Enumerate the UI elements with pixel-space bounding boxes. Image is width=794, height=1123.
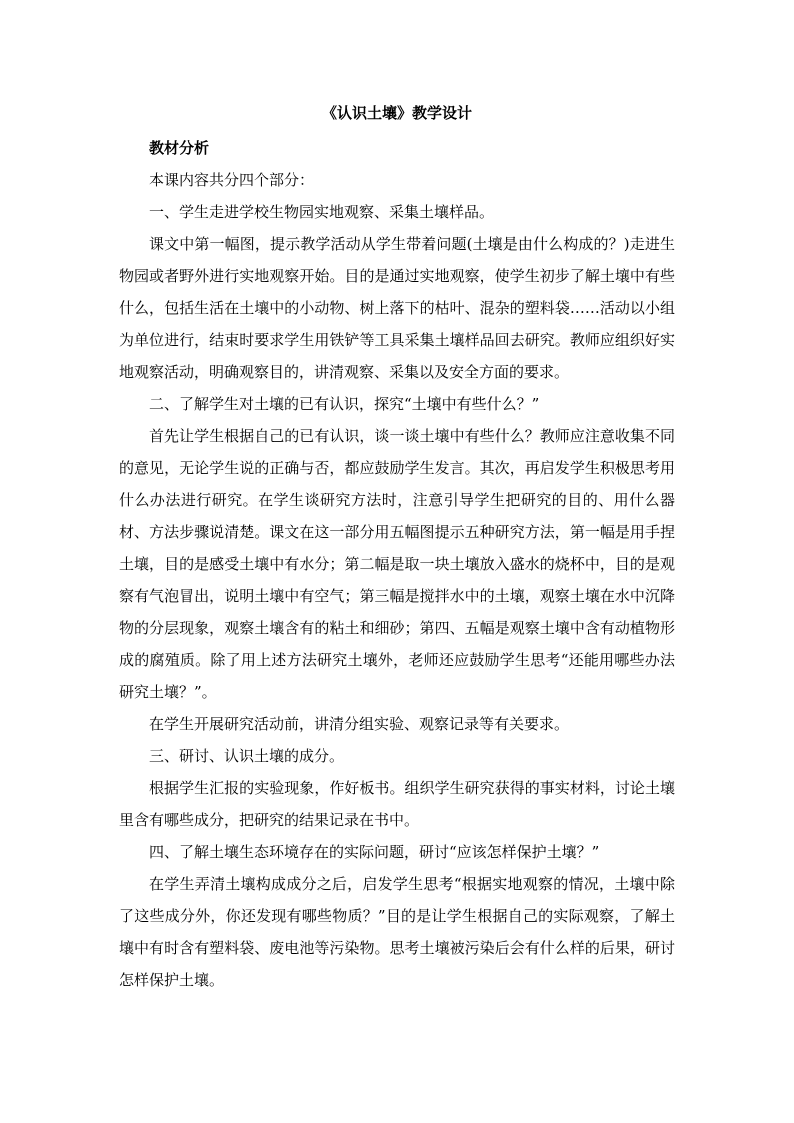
paragraph-part-four-heading: 四、了解土壤生态环境存在的实际问题，研讨“应该怎样保护土壤？” (149, 843, 600, 861)
paragraph-part-four-body: 在学生弄清土壤构成成分之后，启发学生思考“根据实地观察的情况，土壤中除了这些成分外，你还发现有哪些物质？”目的是让学生根据自己的实际观察，了解土壤中有时含有塑料袋、废电池等污染物。思考土壤被污染后会有什么样的后果，研讨怎样保护土壤。 (119, 875, 675, 989)
paragraph-part-two-body: 首先让学生根据自己的已有认识，谈一谈土壤中有些什么？教师应注意收集不同的意见，无论学生说的正确与否，都应鼓励学生发言。其次，再启发学生积极思考用什么办法进行研究。在学生谈研究方法时，注意引导学生把研究的目的、用什么器材、方法步骤说清楚。课文在这一部分用五幅图提示五种研究方法，第一幅是用手捏土壤，目的是感受土壤中有水分；第二幅是取一块土壤放入盛水的烧杯中，目的是观察有气泡冒出，说明土壤中有空气；第三幅是搅拌水中的土壤，观察土壤在水中沉降物的分层现象，观察土壤含有的粘土和细砂；第四、五幅是观察土壤中含有动植物形成的腐殖质。除了用上述方法研究土壤外，老师还应鼓励学生思考“还能用哪些办法研究土壤？”。 (119, 427, 675, 701)
paragraph-part-one-heading: 一、学生走进学校生物园实地观察、采集土壤样品。 (149, 203, 495, 221)
paragraph-part-one-body: 课文中第一幅图，提示教学活动从学生带着问题(土壤是由什么构成的？)走进生物园或者野外进行实地观察开始。目的是通过实地观察，使学生初步了解土壤中有些什么，包括生活在土壤中的小动物、树上落下的枯叶、混杂的塑料袋……活动以小组为单位进行，结束时要求学生用铁铲等工具采集土壤样品回去研究。教师应组织好实地观察活动，明确观察目的，讲清观察、采集以及安全方面的要求。 (119, 235, 675, 381)
section-heading: 教材分析 (149, 139, 210, 157)
paragraph-part-three-body: 根据学生汇报的实验现象，作好板书。组织学生研究获得的事实材料，讨论土壤里含有哪些成分，把研究的结果记录在书中。 (119, 779, 675, 829)
paragraph-intro: 本课内容共分四个部分： (149, 171, 315, 189)
paragraph-part-two-heading: 二、了解学生对土壤的已有认识，探究“土壤中有些什么？” (149, 395, 540, 413)
document-body (119, 98, 675, 996)
paragraph-part-two-note: 在学生开展研究活动前，讲清分组实验、观察记录等有关要求。 (149, 715, 570, 733)
paragraph-part-three-heading: 三、研讨、认识土壤的成分。 (149, 747, 345, 765)
document-title: 《认识土壤》教学设计 (321, 104, 472, 122)
